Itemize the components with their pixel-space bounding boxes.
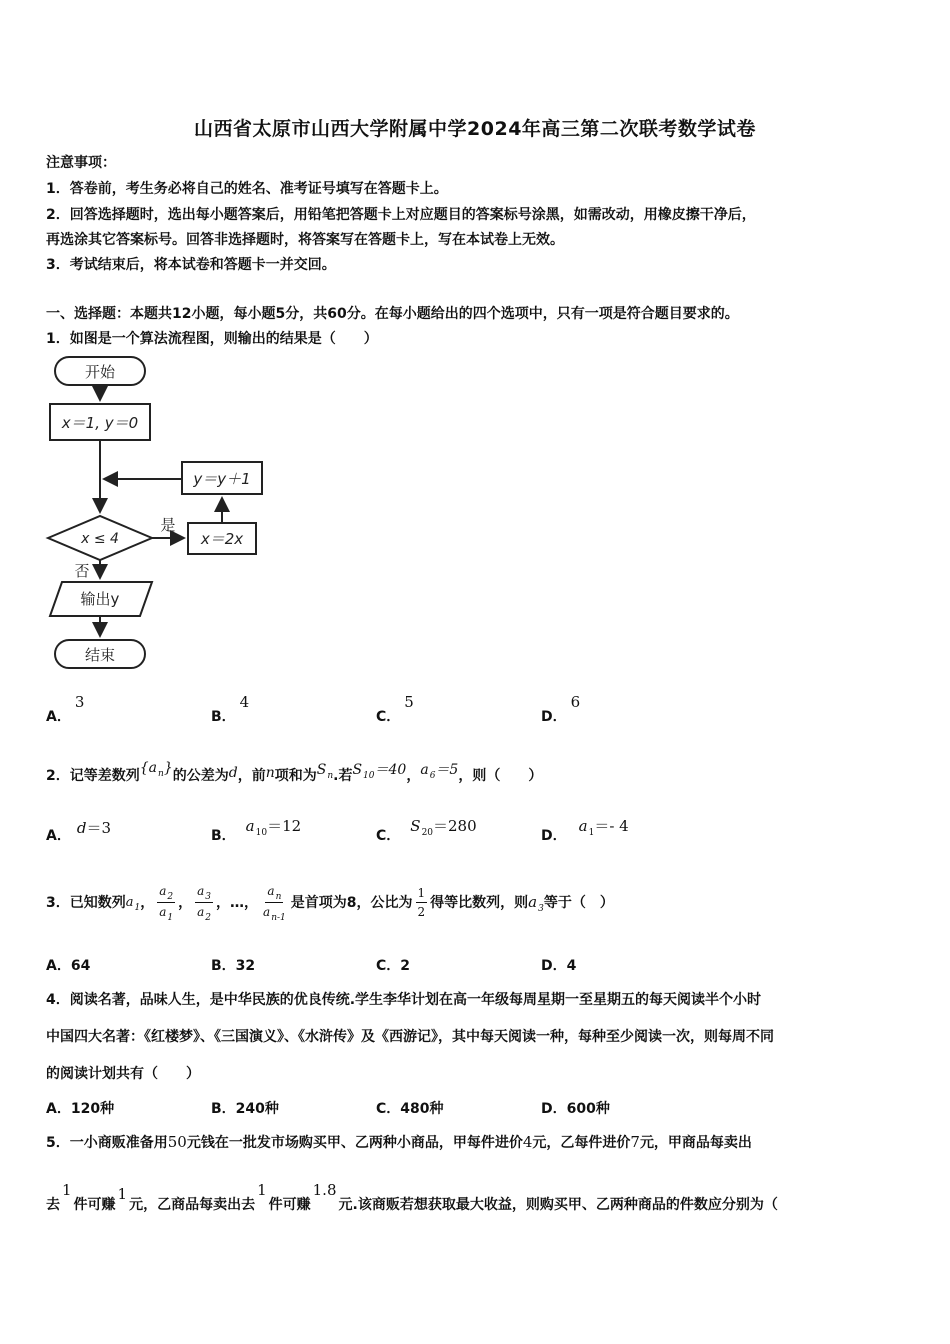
q4-option-d: D．600种 xyxy=(541,1101,610,1117)
q1-option-d: D．6 xyxy=(541,693,581,725)
q4-option-c: C．480种 xyxy=(376,1101,444,1117)
flow-end-label: 结束 xyxy=(84,646,116,664)
q2-option-c: C．$S_{20}=280$ xyxy=(376,817,477,844)
q4-stem-line: 中国四大名著：《红楼梦》、《三国演义》、《水浒传》及《西游记》，其中每天阅读一种，每种至少阅读一次，则每周不同 xyxy=(46,1029,774,1045)
q1-option-a: A．3 xyxy=(46,693,85,725)
q3-stem: 3．已知数列 $a_1$ ， $\frac{a_2}{a_1}$ ， $\frac{a_3}{a_2}$ ，…， $\frac{a_n}{a_{n-1}}$ 是首项为8，公比为 $\frac{1}{2}$ 得等比数列，则 $a_3$ 等于（ ） xyxy=(46,883,614,923)
notice-item: 3．考试结束后，将本试卷和答题卡一并交回。 xyxy=(46,257,336,273)
notice-item: 1．答卷前，考生务必将自己的姓名、准考证号填写在答题卡上。 xyxy=(46,181,448,197)
flow-update-y-label: y＝y＋1 xyxy=(193,470,251,488)
q2-option-a: A． d＝3 xyxy=(46,819,111,844)
q3-option-c: C．2 xyxy=(376,958,411,974)
q1-stem: 1．如图是一个算法流程图，则输出的结果是（ ） xyxy=(46,331,378,347)
q3-option-a: A．64 xyxy=(46,958,91,974)
q1-flowchart xyxy=(40,352,280,677)
q5-stem-line: 5．一小商贩准备用50元钱在一批发市场购买甲、乙两种小商品，甲每件进价4元，乙每件进价7元，甲商品每卖出 xyxy=(46,1133,752,1151)
notice-item: 再选涂其它答案标号。回答非选择题时，将答案写在答题卡上，写在本试卷上无效。 xyxy=(46,232,564,248)
q3-fraction-1: $\frac{a_2}{a_1}$ xyxy=(159,883,174,923)
exam-title: 山西省太原市山西大学附属中学2024年高三第二次联考数学试卷 xyxy=(194,118,756,140)
q3-fraction-2: $\frac{a_3}{a_2}$ xyxy=(197,883,212,923)
flow-yes-label: 是 xyxy=(160,516,176,534)
q4-stem-line: 的阅读计划共有（ ） xyxy=(46,1066,200,1082)
q4-stem-line: 4．阅读名著，品味人生，是中华民族的优良传统.学生李华计划在高一年级每周星期一至星期五的每天阅读半个小时 xyxy=(46,992,762,1008)
flow-start-label: 开始 xyxy=(84,363,116,381)
q4-option-a: A．120种 xyxy=(46,1101,115,1117)
notice-item: 2．回答选择题时，选出每小题答案后，用铅笔把答题卡上对应题目的答案标号涂黑，如需改动，用橡皮擦干净后， xyxy=(46,207,756,223)
section-heading: 一、选择题：本题共12小题，每小题5分，共60分。在每小题给出的四个选项中，只有一项是符合题目要求的。 xyxy=(46,306,739,322)
q3-fraction-half: $\frac{1}{2}$ xyxy=(417,885,426,919)
notice-heading: 注意事项： xyxy=(46,155,116,171)
flow-init-label: x＝1, y＝0 xyxy=(61,414,139,432)
q4-option-b: B．240种 xyxy=(211,1101,279,1117)
q1-option-b: B．4 xyxy=(211,693,250,725)
q2-option-d: D．$a_1=-$ 4 xyxy=(541,817,629,844)
flow-double-x-label: x＝2x xyxy=(200,530,244,548)
flow-output-label: 输出y xyxy=(80,590,120,608)
q1-option-c: C．5 xyxy=(376,693,414,725)
q2-stem: 2．记等差数列$\{a_n\}$的公差为d，前n项和为$S_n$.若$S_{10}=40$，$a_6=5$，则（ ） xyxy=(46,760,543,784)
flow-no-label: 否 xyxy=(74,562,90,580)
flow-condition-label: x ≤ 4 xyxy=(81,531,119,547)
q3-fraction-3: $\frac{a_n}{a_{n-1}}$ xyxy=(263,883,286,923)
q5-stem-line: 去1件可赚1元，乙商品每卖出去1件可赚1.8元.该商贩若想获取最大收益，则购买甲、乙两种商品的件数应分别为（ xyxy=(46,1181,778,1213)
q2-option-b: B．$a_{10}=12$ xyxy=(211,817,302,844)
q3-option-b: B．32 xyxy=(211,958,256,974)
q3-option-d: D．4 xyxy=(541,958,577,974)
